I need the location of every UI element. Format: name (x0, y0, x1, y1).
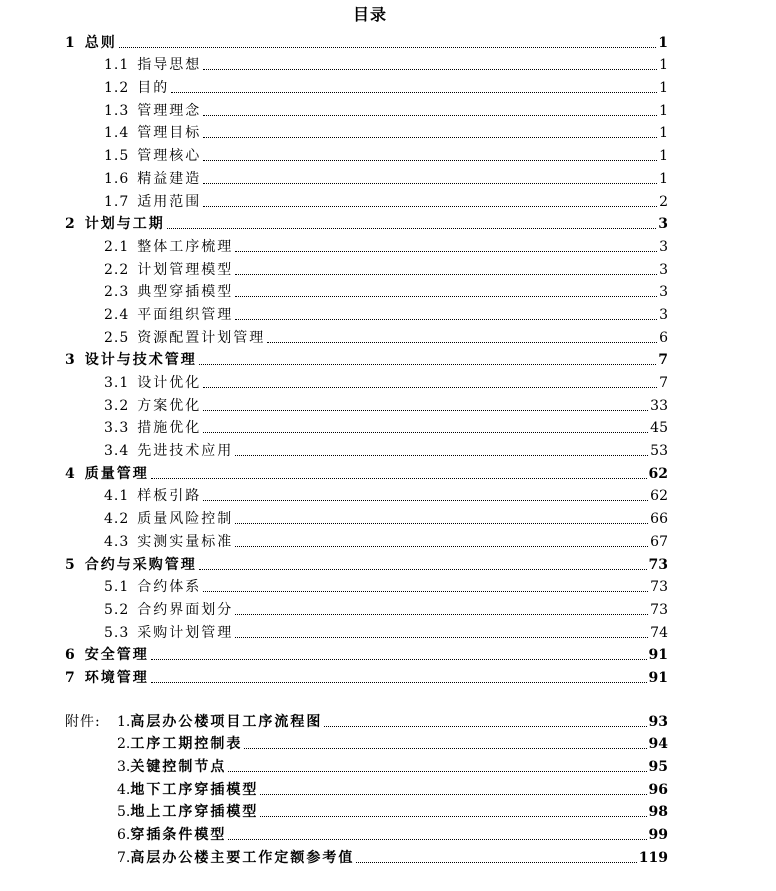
dot-leader (167, 228, 657, 229)
dot-leader (235, 296, 657, 297)
dot-leader (235, 319, 657, 320)
toc-entry-label: 实测实量标准 (137, 533, 234, 550)
toc-entry-label: 工序工期控制表 (130, 736, 243, 753)
dot-leader (324, 726, 646, 727)
toc-entry-number: 2.2 (104, 261, 130, 278)
toc-entry-level1[interactable] (0, 642, 668, 665)
toc-entry-label: 方案优化 (137, 397, 202, 414)
toc-entry-label: 设计优化 (137, 375, 202, 391)
dot-leader (235, 614, 648, 615)
toc-entry-level2[interactable] (0, 97, 668, 120)
toc-entry-page: 98 (648, 804, 668, 821)
toc-entry-page: 62 (650, 488, 668, 505)
toc-entry-page: 1 (659, 125, 668, 142)
toc-entry-level2[interactable] (0, 574, 668, 597)
toc-entry-page: 95 (648, 759, 668, 775)
toc-entry-page: 53 (650, 443, 668, 460)
toc-entry-label: 样板引路 (137, 488, 202, 505)
dot-leader (151, 682, 647, 683)
toc-entry-page: 1 (659, 57, 668, 74)
toc-entry-number: 6 (65, 647, 75, 664)
page-title: 目录 (352, 5, 387, 24)
toc-entry-page: 1 (659, 148, 668, 165)
section-gap (0, 687, 776, 708)
toc-entry-number: 3.3 (104, 420, 130, 437)
toc-entry-label: 设计与技术管理 (84, 352, 197, 369)
toc-entry-number: 1.3 (104, 102, 130, 119)
toc-entry-label: 质量风险控制 (137, 511, 234, 528)
toc-entry-number: 2.1 (104, 238, 130, 255)
toc-entry-level2[interactable] (0, 392, 668, 415)
toc-entry-label: 地上工序穿插模型 (130, 804, 259, 821)
toc-entry-label: 质量管理 (84, 465, 149, 482)
toc-entry-level2[interactable] (0, 415, 668, 438)
toc-entry-number: 3.2 (104, 397, 130, 414)
toc-entry-number: 1. (117, 713, 131, 730)
toc-entry-level2[interactable] (0, 279, 668, 302)
toc-entry-page: 96 (648, 781, 668, 798)
dot-leader (151, 478, 647, 479)
toc-attachment-entry[interactable] (0, 731, 668, 754)
toc-entry-number: 4. (117, 781, 131, 798)
dot-leader (203, 206, 657, 207)
toc-entry-number: 5.2 (104, 601, 130, 618)
dot-leader (203, 591, 648, 592)
toc-entry-number: 4.2 (104, 511, 130, 528)
toc-attachment-entry[interactable] (0, 821, 668, 844)
dot-leader (171, 92, 657, 93)
toc-entry-level1[interactable] (0, 347, 668, 370)
toc-attachment-entry[interactable] (0, 776, 668, 799)
toc-entry-page: 7 (658, 352, 668, 369)
toc-attachment-entry[interactable] (0, 708, 668, 731)
toc-entry-label: 地下工序穿插模型 (130, 781, 259, 798)
toc-entry-label: 典型穿插模型 (137, 284, 234, 301)
toc-entry-number: 5.3 (104, 624, 130, 641)
toc-entry-level2[interactable] (0, 52, 668, 75)
toc-entry-page: 119 (638, 849, 668, 866)
toc-entry-number: 2.5 (104, 329, 130, 346)
toc-entry-number: 1.2 (104, 80, 130, 97)
toc-entry-number: 2. (117, 736, 131, 753)
toc-entry-label: 先进技术应用 (137, 443, 234, 460)
toc-entry-page: 3 (659, 306, 668, 323)
toc-entry-level1[interactable] (0, 460, 668, 483)
toc-entry-label: 合约界面划分 (137, 601, 234, 618)
attachments-prefix: 附件: (65, 713, 101, 730)
toc-entry-label: 平面组织管理 (137, 306, 234, 323)
toc-entry-page: 7 (659, 375, 668, 391)
toc-entry-page: 73 (648, 556, 668, 573)
toc-entry-page: 2 (659, 193, 668, 210)
toc-entry-label: 适用范围 (137, 193, 202, 210)
toc-entry-number: 2.4 (104, 306, 130, 323)
toc-entry-label: 管理核心 (137, 148, 202, 165)
dot-leader (267, 342, 657, 343)
toc-entry-page: 3 (658, 216, 668, 233)
toc-entry-level2[interactable] (0, 369, 668, 392)
toc-entry-page: 91 (648, 669, 668, 686)
toc-entry-label: 穿插条件模型 (130, 827, 227, 844)
toc-entry-label: 关键控制节点 (130, 759, 227, 775)
toc-entry-page: 73 (650, 579, 668, 596)
toc-entry-page: 6 (659, 329, 668, 346)
toc-entry-level1[interactable] (0, 664, 668, 687)
toc-entry-number: 2.3 (104, 284, 130, 301)
toc-entry-level2[interactable] (0, 619, 668, 642)
toc-entry-page: 62 (648, 465, 668, 482)
toc-entry-label: 计划与工期 (84, 216, 165, 233)
dot-leader (235, 523, 648, 524)
dot-leader (235, 251, 657, 252)
toc-entry-page: 45 (650, 420, 668, 437)
toc-entry-label: 措施优化 (137, 420, 202, 437)
toc-entry-label: 环境管理 (84, 669, 149, 686)
toc-entry-level2[interactable] (0, 596, 668, 619)
table-of-contents (0, 29, 776, 867)
toc-entry-page: 91 (648, 647, 668, 664)
toc-entry-label: 合约体系 (137, 579, 202, 596)
toc-entry-number: 3.1 (104, 375, 130, 391)
toc-entry-label: 资源配置计划管理 (137, 329, 266, 346)
dot-leader (260, 816, 646, 817)
toc-entry-level2[interactable] (0, 528, 668, 551)
toc-entry-page: 66 (650, 511, 668, 528)
toc-entry-level2[interactable] (0, 142, 668, 165)
dot-leader (203, 137, 657, 138)
toc-entry-number: 4.3 (104, 533, 130, 550)
dot-leader (203, 387, 657, 388)
toc-entry-number: 5.1 (104, 579, 130, 596)
toc-entry-number: 4 (65, 465, 75, 482)
toc-entry-label: 安全管理 (84, 647, 149, 664)
dot-leader (151, 659, 647, 660)
toc-entry-page: 93 (648, 713, 668, 730)
toc-entry-level2[interactable] (0, 74, 668, 97)
toc-entry-label: 管理理念 (137, 102, 202, 119)
toc-entry-page: 1 (659, 80, 668, 97)
toc-entry-number: 3 (65, 352, 75, 369)
toc-entry-number: 7 (65, 669, 75, 686)
toc-entry-label: 指导思想 (137, 57, 202, 74)
toc-entry-number: 2 (65, 216, 75, 233)
dot-leader (203, 160, 657, 161)
toc-entry-page: 99 (648, 827, 668, 844)
dot-leader (228, 771, 646, 772)
toc-attachment-entry[interactable] (0, 844, 668, 867)
toc-attachment-entry[interactable] (0, 799, 668, 822)
toc-entry-level2[interactable] (0, 324, 668, 347)
dot-leader (235, 455, 648, 456)
toc-entry-level2[interactable] (0, 505, 668, 528)
dot-leader (119, 47, 657, 48)
dot-leader (203, 432, 648, 433)
toc-entry-number: 5 (65, 556, 75, 573)
dot-leader (235, 637, 648, 638)
dot-leader (228, 839, 646, 840)
toc-entry-level2[interactable] (0, 120, 668, 143)
dot-leader (199, 364, 657, 365)
toc-entry-page: 3 (659, 284, 668, 301)
toc-entry-level2[interactable] (0, 437, 668, 460)
toc-entry-number: 4.1 (104, 488, 130, 505)
toc-entry-label: 高层办公楼主要工作定额参考值 (130, 849, 355, 866)
dot-leader (244, 748, 646, 749)
toc-entry-number: 5. (117, 804, 131, 821)
toc-entry-label: 采购计划管理 (137, 624, 234, 641)
dot-leader (260, 794, 646, 795)
toc-entry-number: 1.5 (104, 148, 130, 165)
toc-entry-page: 3 (659, 238, 668, 255)
toc-entry-number: 1.6 (104, 170, 130, 187)
toc-entry-level2[interactable] (0, 188, 668, 211)
toc-entry-page: 1 (658, 34, 668, 51)
toc-attachment-entry[interactable] (0, 753, 668, 776)
toc-entry-level1[interactable] (0, 551, 668, 574)
toc-entry-page: 1 (659, 102, 668, 119)
toc-entry-number: 1.7 (104, 193, 130, 210)
toc-entry-page: 67 (650, 533, 668, 550)
toc-entry-page: 1 (659, 170, 668, 187)
toc-entry-page: 94 (648, 736, 668, 753)
toc-entry-number: 1.1 (104, 57, 130, 74)
dot-leader (203, 115, 657, 116)
toc-entry-label: 计划管理模型 (137, 261, 234, 278)
dot-leader (203, 69, 657, 70)
toc-entry-number: 7. (117, 849, 131, 866)
dot-leader (203, 410, 648, 411)
toc-entry-label: 目的 (137, 80, 170, 97)
toc-entry-level1[interactable] (0, 211, 668, 234)
toc-entry-level2[interactable] (0, 301, 668, 324)
toc-entry-page: 3 (659, 261, 668, 278)
toc-entry-number: 6. (117, 827, 131, 844)
toc-entry-level2[interactable] (0, 233, 668, 256)
dot-leader (199, 569, 647, 570)
dot-leader (203, 183, 657, 184)
toc-entry-label: 整体工序梳理 (137, 238, 234, 255)
toc-entry-page: 73 (650, 601, 668, 618)
toc-entry-number: 3. (117, 759, 131, 775)
toc-entry-number: 1 (65, 34, 75, 51)
toc-entry-label: 管理目标 (137, 125, 202, 142)
toc-entry-level2[interactable] (0, 483, 668, 506)
toc-entry-label: 高层办公楼项目工序流程图 (130, 713, 323, 730)
toc-entry-page: 74 (650, 624, 668, 641)
toc-entry-label: 合约与采购管理 (84, 556, 197, 573)
dot-leader (235, 546, 648, 547)
dot-leader (203, 500, 648, 501)
toc-entry-level2[interactable] (0, 256, 668, 279)
dot-leader (356, 862, 636, 863)
toc-entry-level2[interactable] (0, 165, 668, 188)
toc-entry-number: 3.4 (104, 443, 130, 460)
toc-entry-label: 精益建造 (137, 170, 202, 187)
toc-entry-number: 1.4 (104, 125, 130, 142)
toc-entry-page: 33 (650, 397, 668, 414)
toc-entry-label: 总则 (84, 34, 117, 51)
toc-entry-level1[interactable] (0, 29, 668, 52)
dot-leader (235, 274, 657, 275)
